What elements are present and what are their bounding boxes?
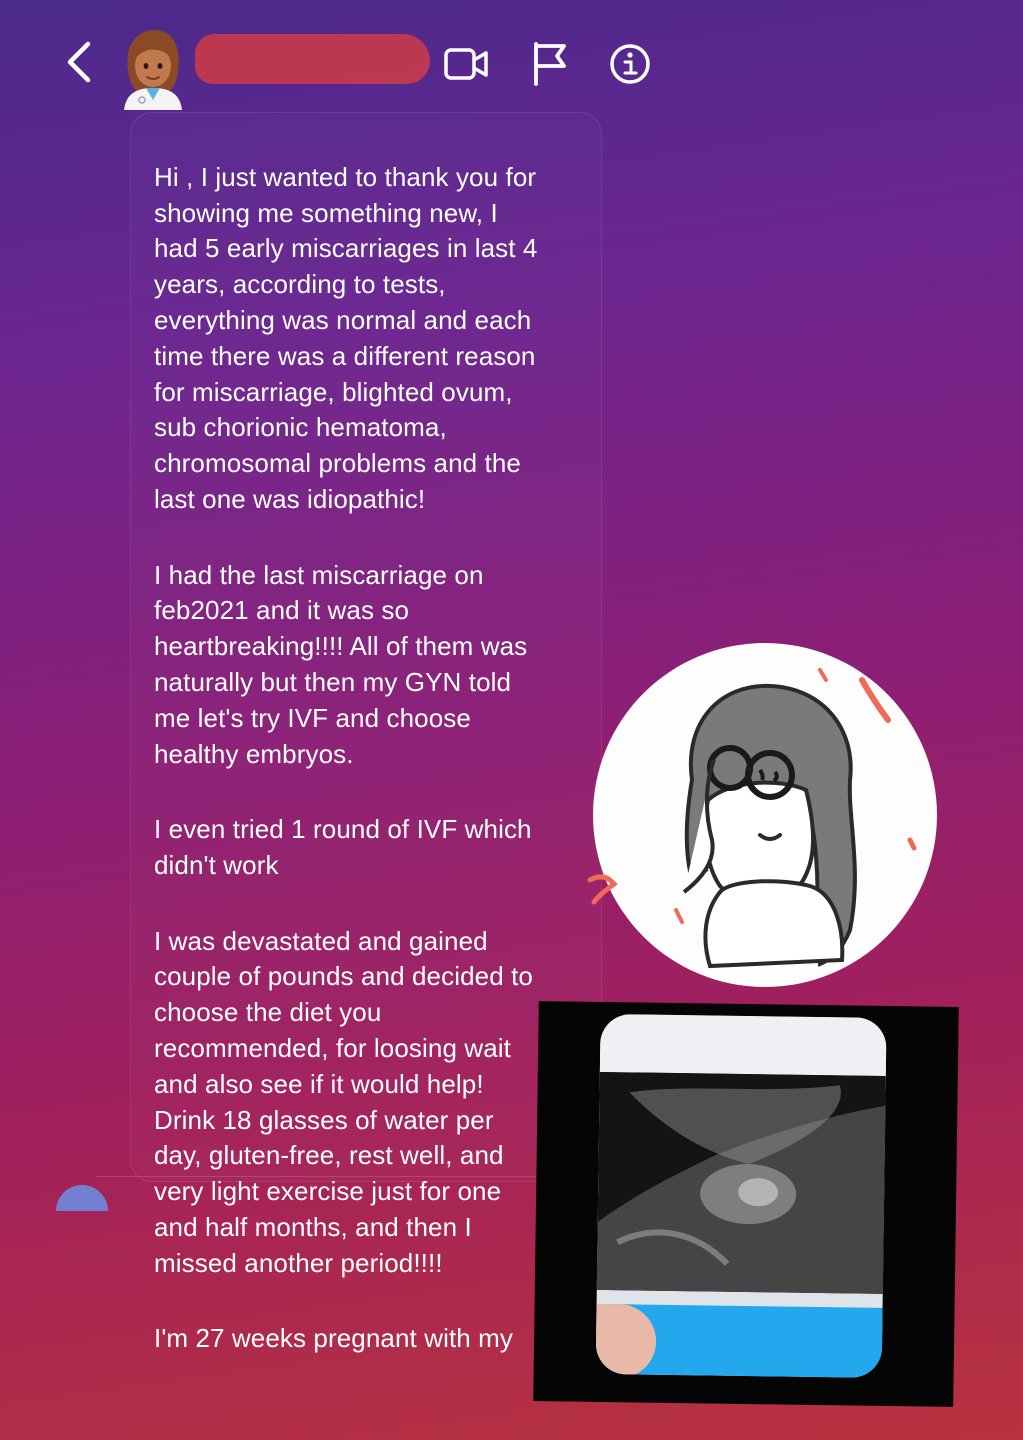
flag-icon[interactable]: [530, 40, 570, 86]
divider: [96, 1176, 542, 1177]
chat-header: [0, 0, 1023, 120]
message-paragraph: Hi , I just wanted to thank you for showing me something new, I had 5 early miscarriages in last 4 years, according to tests, everything was normal and each time there was a different reason for miscarriage, blighted ovum, sub chorionic hematoma, chromosomal problems and the last one was idiopathic!: [154, 161, 538, 514]
girl-adjusting-glasses-sticker: [580, 630, 950, 1000]
chevron-left-icon[interactable]: [58, 38, 102, 86]
contact-name-redacted: [195, 34, 430, 84]
message-paragraph: I had the last miscarriage on feb2021 and it was so heartbreaking!!!! All of them was naturally but then my GYN told me let's try IVF and choose healthy embryos.: [154, 559, 528, 769]
reply-avatar: [56, 1185, 108, 1211]
video-camera-icon[interactable]: [443, 45, 489, 83]
ultrasound-scan: [597, 1072, 886, 1294]
message-paragraph: I even tried 1 round of IVF which didn't work: [154, 814, 532, 880]
avatar[interactable]: [118, 28, 188, 110]
message-text: [154, 124, 594, 1397]
info-icon[interactable]: [608, 42, 652, 86]
message-paragraph: I'm 27 weeks pregnant with my: [154, 1323, 514, 1354]
phone-screen: [596, 1014, 887, 1378]
message-paragraph: I was devastated and gained couple of pounds and decided to choose the diet you recommended, for loosing wait and also see if it would help! Drink 18 glasses of water per day, gluten-free, rest well, and very light exercise just for one and half months, and then I missed another period!!!!: [154, 925, 533, 1278]
ultrasound-photo[interactable]: [533, 1001, 959, 1407]
scan-header: [600, 1014, 887, 1078]
